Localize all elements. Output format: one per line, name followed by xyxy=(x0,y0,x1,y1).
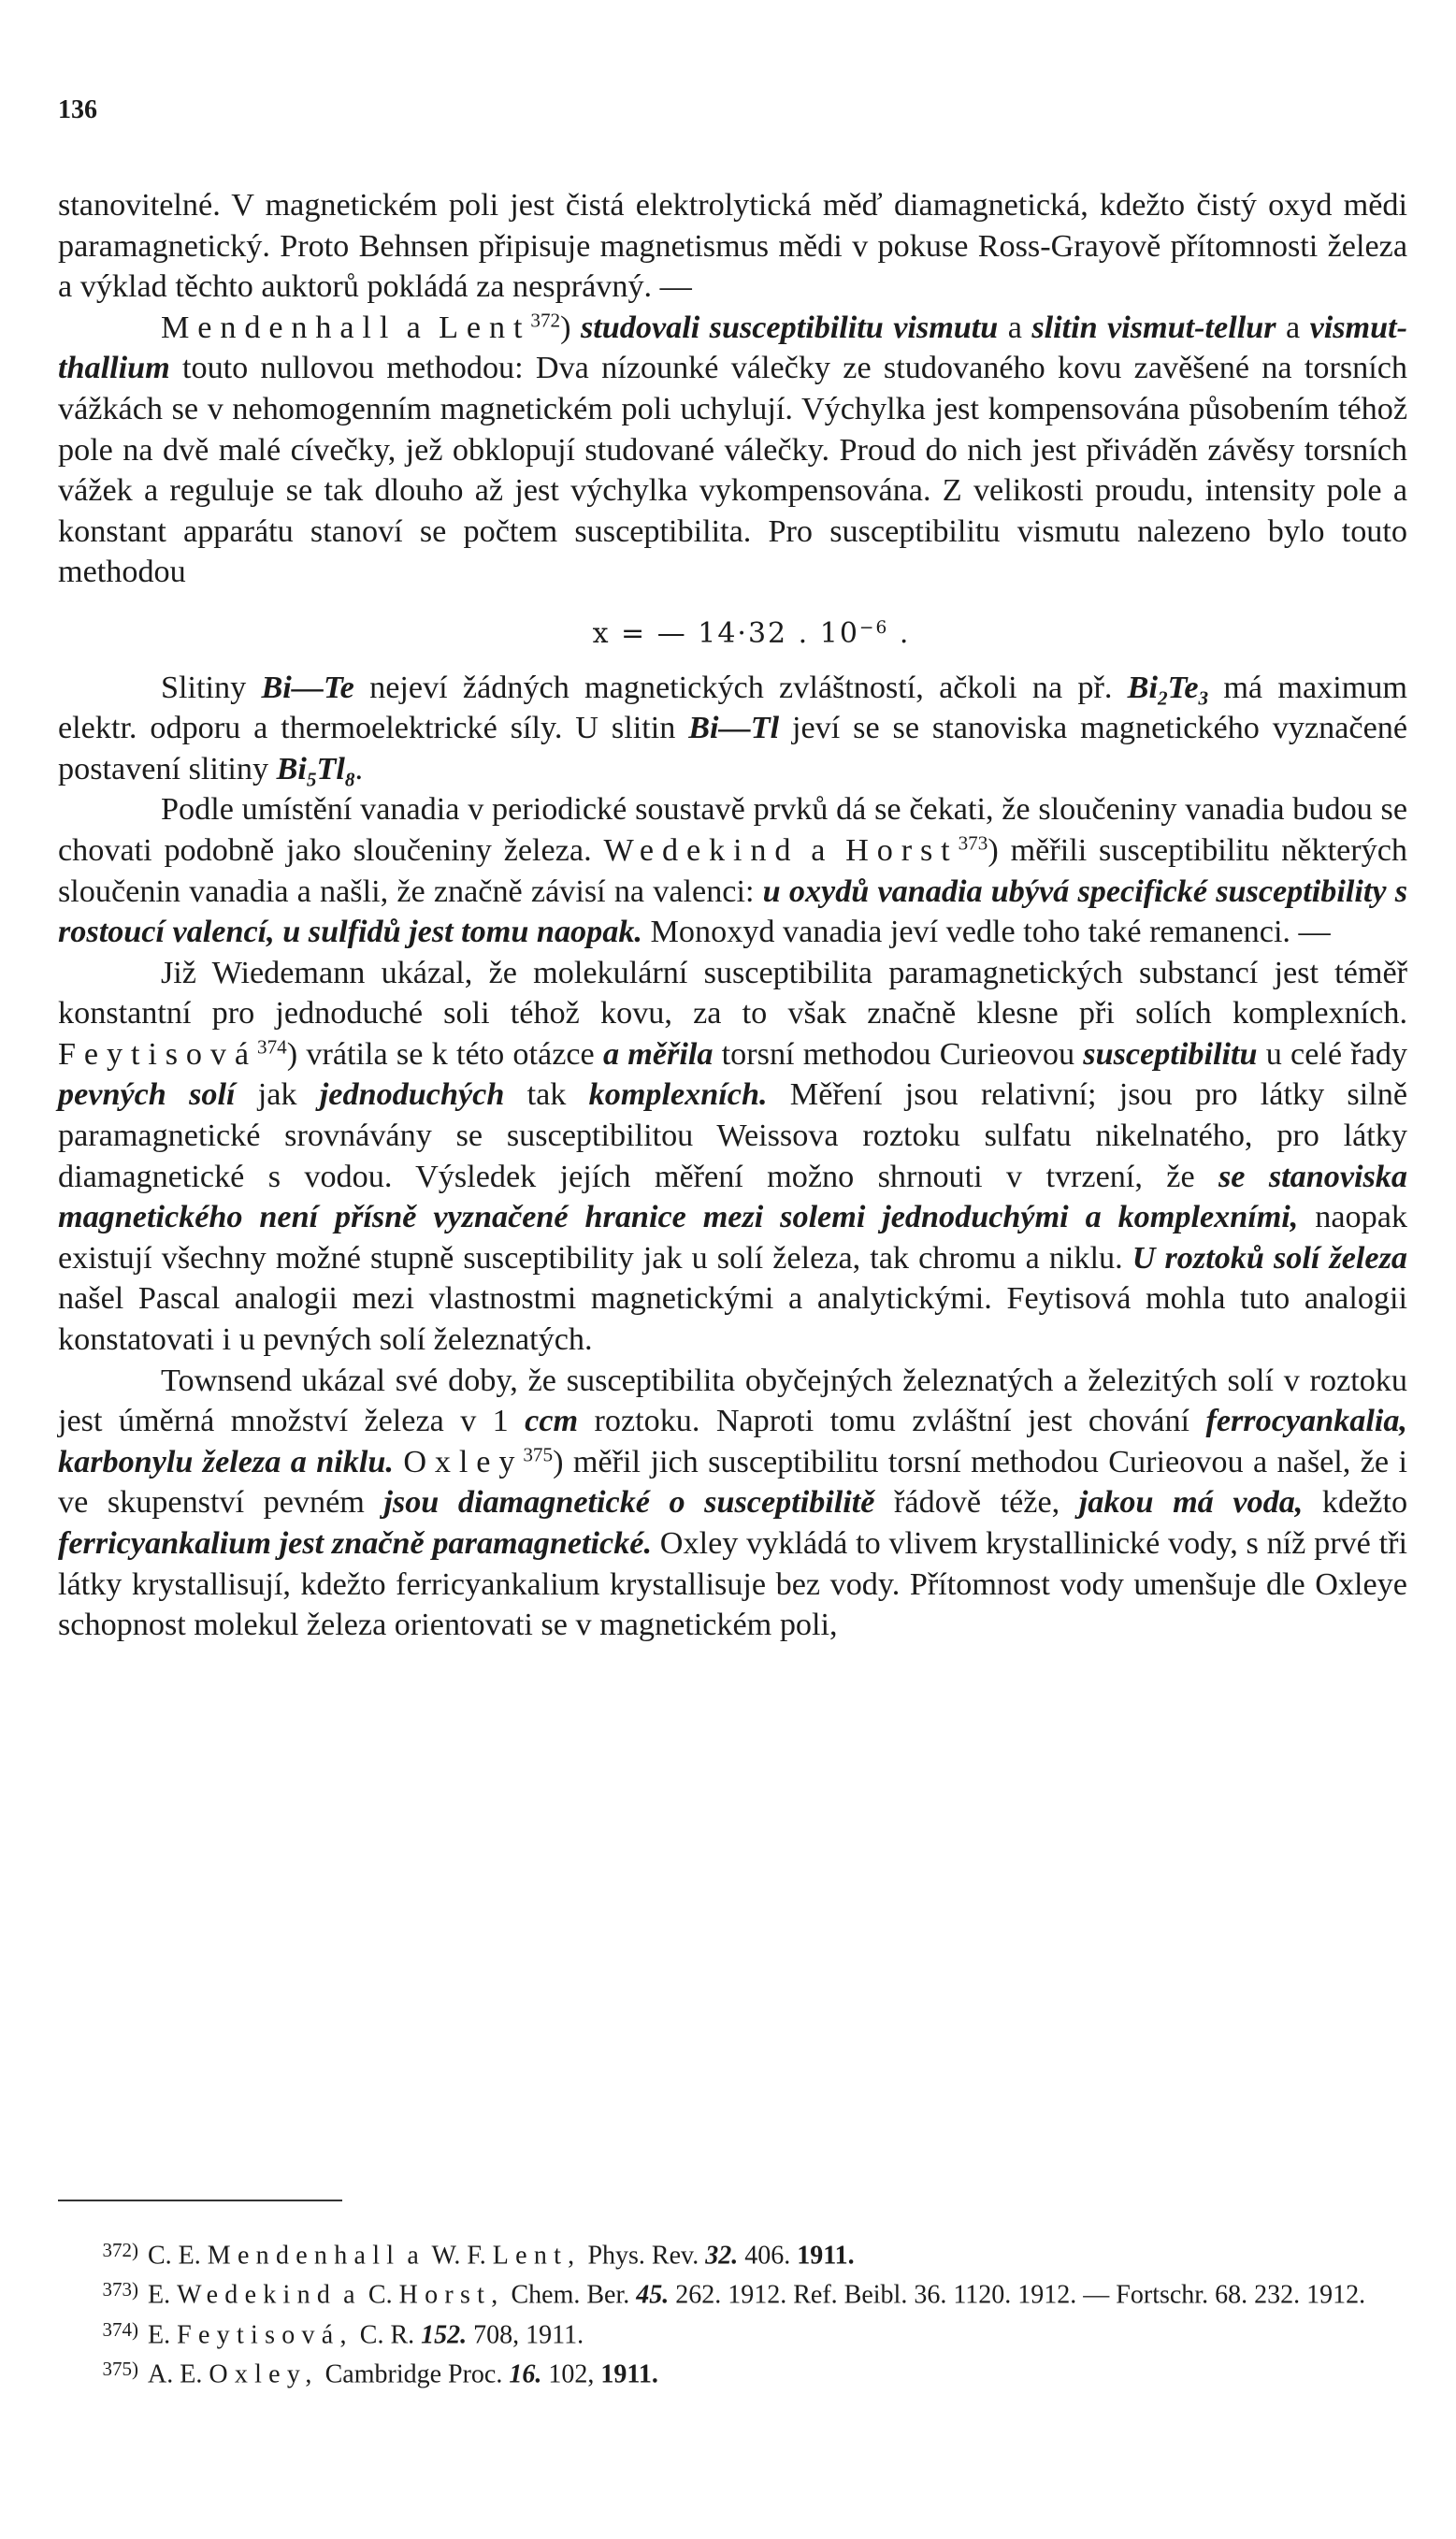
footnote-rule xyxy=(58,2200,342,2201)
fn-author: Lent, xyxy=(492,2241,582,2271)
formula-exponent: −6 xyxy=(858,617,889,638)
text: roztoku. Naproti tomu zvláštní jest chování xyxy=(594,1404,1190,1439)
text: nejeví žádných magnetických zvláštností, ačkoli na př. xyxy=(369,670,1113,705)
fn-source: Chem. Ber. xyxy=(511,2280,630,2310)
fn-initials: C. E. xyxy=(148,2241,201,2271)
fn-pages: 708, 1911. xyxy=(473,2320,584,2350)
paragraph-2 xyxy=(58,308,1407,593)
chem-sub: 8 xyxy=(344,768,355,791)
chem-sub: 2 xyxy=(1157,685,1168,709)
text: a xyxy=(1007,310,1022,345)
fn-extra: 36. 1120. 1912. — Fortschr. 68. 232. 1912. xyxy=(914,2280,1366,2310)
text: Monoxyd vanadia jeví vedle toho také remanenci. — xyxy=(650,915,1331,950)
text: Podle umístění vanadia v periodické soustavě prvků dá se čekati, že sloučeniny vanadia budou se chovati podobně jako sloučeniny železa. xyxy=(58,792,1407,868)
text: kdežto xyxy=(1321,1485,1408,1521)
fn-conj: a xyxy=(407,2241,426,2271)
formula-end: . xyxy=(888,616,911,650)
footnote-number: 372) xyxy=(102,2239,138,2261)
fn-initials: E. xyxy=(148,2320,171,2350)
italic-text: susceptibilitu xyxy=(1083,1036,1258,1072)
text: naopak existují všechny možné stupně susceptibility jak u solí železa, tak chromu a niklu. xyxy=(58,1200,1407,1276)
paragraph-5 xyxy=(58,953,1407,1361)
body-text xyxy=(58,185,1407,1646)
paragraph-4 xyxy=(58,789,1407,952)
text: touto nullovou methodou: Dva nízounké válečky ze studovaného kovu zavěšené na torsních vážkách se v nehomogenním magnetickém poli uchylují. Výchylka jest kompensována působením téhož pole na dvě malé cívečky, jež obklopují studované válečky. Proud do nich jest přiváděn závěsy torsních vážek a reguluje se tak dlouho až jest výchylka vykompensována. Z velikosti proudu, intensity pole a konstant apparátu stanoví se počtem susceptibilita. Pro susceptibilitu vismutu nalezeno bylo touto methodou xyxy=(58,351,1407,590)
text: jak xyxy=(257,1077,297,1113)
footnote-ref-372: 372 xyxy=(530,309,561,332)
fn-pages: 406. xyxy=(744,2241,791,2271)
italic-text: ccm xyxy=(525,1404,579,1439)
chem-part: Tl xyxy=(316,751,345,786)
fn-source: C. R. xyxy=(359,2320,415,2350)
paragraph-3 xyxy=(58,668,1407,790)
conj-a: a xyxy=(811,832,834,868)
p1-text: stanovitelné. V magnetickém poli jest čistá elektrolytická měď diamagnetická, kdežto čistý oxyd mědi paramagnetický. Proto Behnsen připisuje magnetismus mědi v pokuse Ross-Grayově přítomnosti železa a výklad těchto auktorů pokládá za nesprávný. — xyxy=(58,188,1407,305)
footnote-ref-374: 374 xyxy=(256,1035,287,1059)
footnote-number: 375) xyxy=(102,2358,138,2381)
fn-initials: E. xyxy=(148,2280,171,2310)
text: ) měřil jich susceptibilitu torsní methodou Curieovou a našel, že i ve skupenství pevném xyxy=(58,1444,1408,1521)
footnote-374 xyxy=(58,2313,1407,2352)
text: našel Pascal analogii mezi vlastnostmi magnetickými a analytickými. Feytisová mohla tuto analogii konstatovati i u pevných solí železnatých. xyxy=(58,1281,1407,1358)
chem-formula xyxy=(1127,670,1209,709)
text: řádově téže, xyxy=(894,1485,1060,1521)
chem-part: Bi xyxy=(1127,670,1158,705)
text: má maximum elektr. odporu a thermoelektrické síly. U slitin xyxy=(58,670,1407,746)
footnote-number: 373) xyxy=(102,2278,138,2301)
footnote-375 xyxy=(58,2352,1407,2391)
fn-author: Wedekind xyxy=(177,2280,338,2310)
text: Měření jsou relativní; jsou pro látky silně paramagnetické srovnávány se susceptibilitou Weissova roztoku sulfatu nikelnatého, pro látky diamagnetické s vodou. Výsledek jejích měření možno shrnouti v tvrzení, že xyxy=(58,1077,1407,1194)
footnote-number: 374) xyxy=(102,2317,138,2341)
chem-formula xyxy=(276,751,355,791)
paren: ) xyxy=(560,310,571,345)
chem-sub: 5 xyxy=(306,768,317,791)
fn-author: Feytisová, xyxy=(177,2320,353,2350)
author-feytisova: Feytisová xyxy=(58,1036,257,1072)
italic-text: pevných solí xyxy=(58,1077,236,1113)
formula-main: x = — 14·32 . 10 xyxy=(592,616,859,650)
footnotes xyxy=(58,2233,1407,2391)
formula xyxy=(58,613,1407,655)
fn-author: Horst, xyxy=(398,2280,505,2310)
fn-volume: 152. xyxy=(421,2320,468,2350)
text: a xyxy=(1285,310,1301,345)
italic-text: u oxydů vanadia ubývá specifické susceptibility s rostoucí valencí, u sulfidů jest tomu naopak. xyxy=(58,873,1407,950)
text: Oxley vykládá to vlivem krystallinické vody, s níž prvé tři látky krystallisují, kdežto ferricyankalium krystallisuje bez vody. Přítomnost vody umenšuje dle Oxleye schopnost molekul železa orientovati se v magnetickém poli, xyxy=(58,1526,1408,1643)
italic-text: slitin vismut-tellur xyxy=(1031,310,1276,345)
paragraph-6 xyxy=(58,1361,1407,1646)
italic-text: studovali susceptibilitu vismutu xyxy=(580,310,999,345)
italic-text: ferrocyankalia, karbonylu železa a niklu. xyxy=(58,1404,1407,1479)
fn-initials: A. E. xyxy=(148,2359,203,2389)
page-number: 136 xyxy=(58,95,97,124)
author-mendenhall: Mendenhall xyxy=(161,310,397,345)
text: Townsend ukázal své doby, že susceptibilita obyčejných železnatých a železitých solí v roztoku jest úměrná množství železa v 1 xyxy=(58,1363,1407,1439)
fn-source: Cambridge Proc. xyxy=(324,2359,503,2389)
fn-pages: 102, xyxy=(548,2359,595,2389)
conj-a: a xyxy=(406,310,429,345)
fn-initials: C. xyxy=(368,2280,393,2310)
author-horst: Horst xyxy=(845,832,959,868)
italic-text: jakou má voda, xyxy=(1078,1485,1304,1521)
fn-volume: 16. xyxy=(509,2359,542,2389)
italic-text: a měřila xyxy=(602,1036,714,1072)
footnote-372 xyxy=(58,2233,1407,2272)
fn-source: Phys. Rev. xyxy=(587,2241,699,2271)
fn-author: Oxley, xyxy=(209,2359,319,2389)
italic-text: U roztoků solí železa xyxy=(1132,1240,1407,1276)
fn-year: 1911. xyxy=(797,2241,855,2271)
italic-text: komplexních. xyxy=(588,1077,768,1113)
chem-formula: Bi—Te xyxy=(261,670,354,705)
chem-part: Bi xyxy=(276,751,307,786)
chem-formula: Bi—Tl xyxy=(688,711,780,746)
footnote-373 xyxy=(58,2272,1407,2312)
chem-sub: 3 xyxy=(1198,685,1209,709)
text: Slitiny xyxy=(161,670,247,705)
text: ) měřili susceptibilitu některých sloučenin vanadia a našli, že značně závisí na valenci: xyxy=(58,832,1407,909)
author-wedekind: Wedekind xyxy=(603,832,800,868)
text: jeví se se stanoviska magnetického vyznačené postavení slitiny xyxy=(58,711,1408,786)
italic-text: vismut-thallium xyxy=(58,310,1408,386)
fn-conj: a xyxy=(343,2280,362,2310)
text: Již Wiedemann ukázal, že molekulární susceptibilita paramagnetických substancí jest téměř konstantní pro jednoduché soli téhož kovu, za to však značně klesne při solích komplexních. xyxy=(58,955,1407,1031)
fn-pages: 262. 1912. Ref. Beibl. xyxy=(675,2280,908,2310)
fn-volume: 45. xyxy=(636,2280,670,2310)
italic-text: se stanoviska magnetického není přísně vyznačené hranice mezi solemi jednoduchými a komplexními, xyxy=(58,1159,1407,1235)
fn-initials: W. F. xyxy=(431,2241,486,2271)
chem-part: Te xyxy=(1167,670,1199,705)
fn-year: 1911. xyxy=(600,2359,658,2389)
text: u celé řady xyxy=(1265,1036,1408,1072)
footnote-ref-373: 373 xyxy=(958,831,988,855)
italic-text: ferricyankalium jest značně paramagnetické. xyxy=(58,1526,653,1561)
text: torsní methodou Curieovou xyxy=(721,1036,1075,1072)
author-oxley: Oxley xyxy=(403,1444,524,1479)
footnote-ref-375: 375 xyxy=(523,1443,554,1466)
text: ) vrátila se k této otázce xyxy=(286,1036,595,1072)
fn-volume: 32. xyxy=(705,2241,739,2271)
text: tak xyxy=(526,1077,567,1113)
italic-text: jednoduchých xyxy=(319,1077,505,1113)
text: . xyxy=(354,751,364,786)
paragraph-1 xyxy=(58,185,1407,308)
fn-author: Mendenhall xyxy=(207,2241,401,2271)
author-lent: Lent xyxy=(439,310,531,345)
italic-text: jsou diamagnetické o susceptibilitě xyxy=(383,1485,875,1521)
